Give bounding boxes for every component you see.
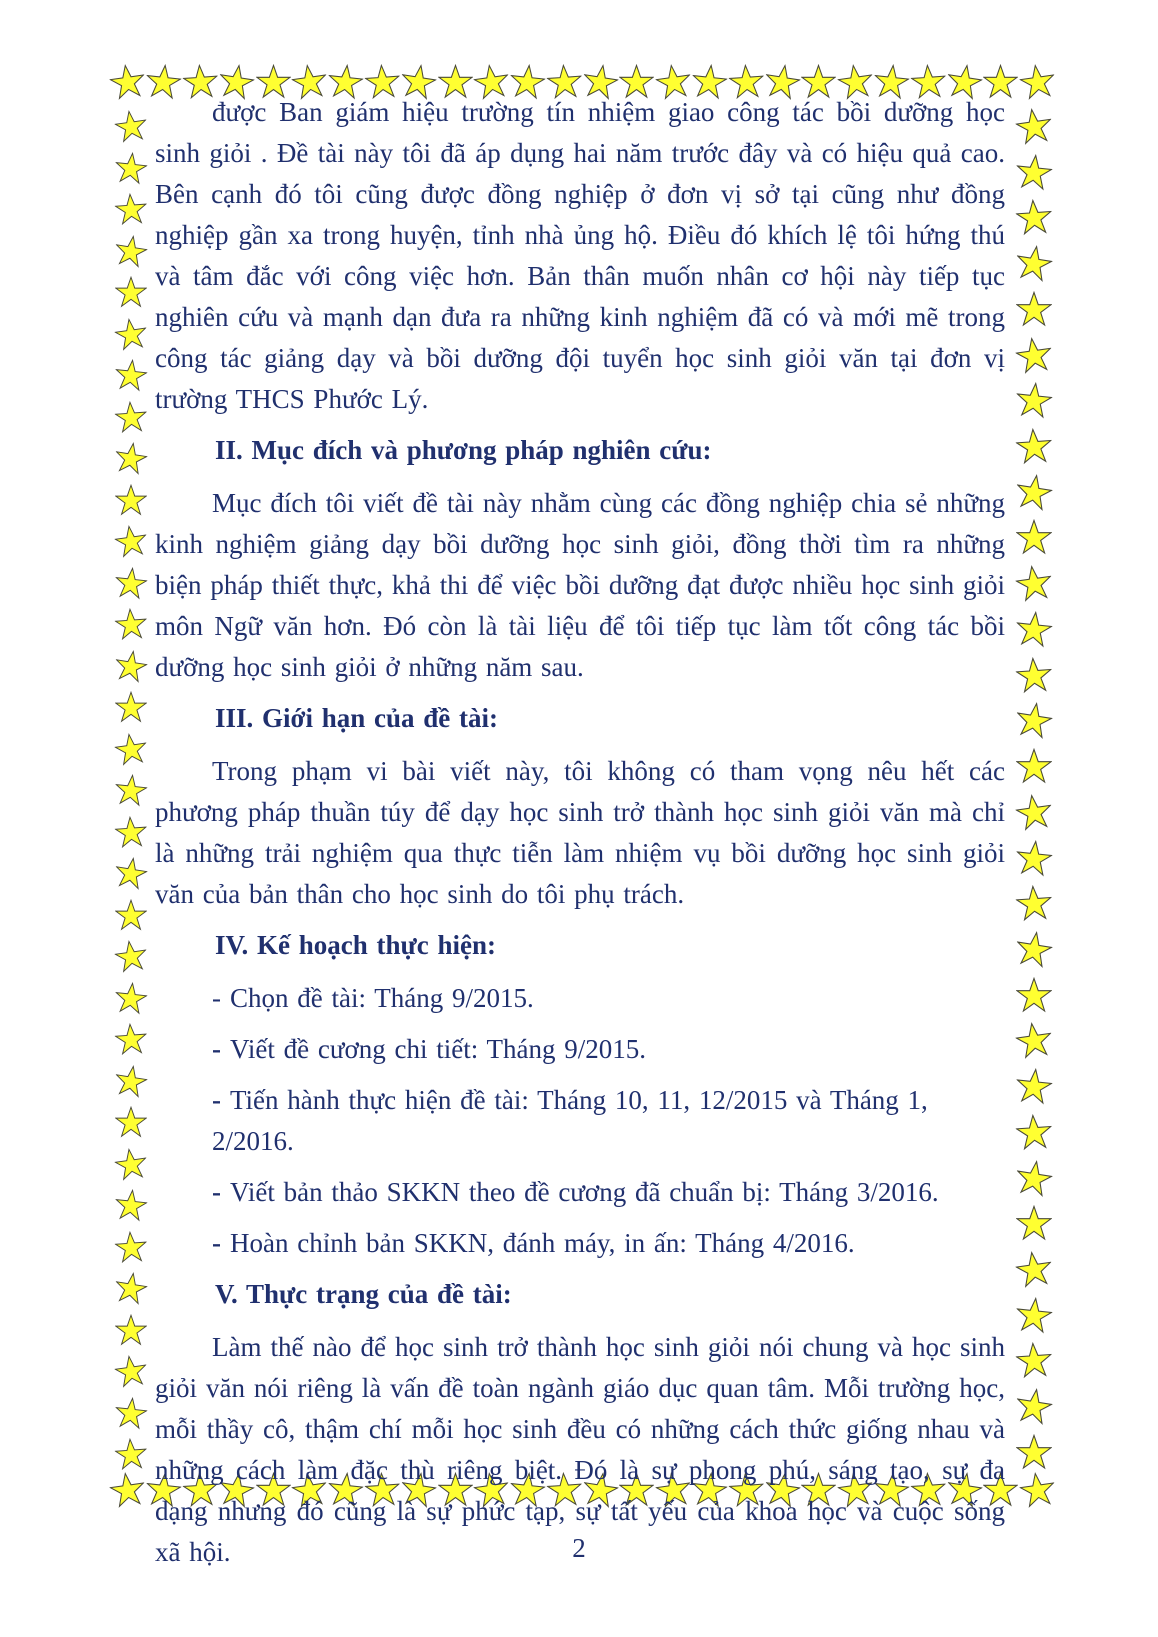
star-icon xyxy=(115,691,147,723)
plan-item xyxy=(212,1223,1005,1264)
star-icon xyxy=(1014,1295,1054,1335)
page-number: 2 xyxy=(572,1533,586,1563)
star-icon xyxy=(113,1229,147,1263)
star-icon xyxy=(1013,928,1054,969)
star-icon xyxy=(1014,838,1054,878)
star-icon xyxy=(1018,1470,1058,1510)
star-icon xyxy=(112,1353,148,1389)
plan-item xyxy=(212,1029,1005,1070)
star-icon xyxy=(1016,1205,1052,1241)
star-icon xyxy=(115,1106,147,1138)
star-icon xyxy=(112,440,149,477)
document-content xyxy=(155,0,1005,1573)
star-icon xyxy=(112,232,149,269)
star-icon xyxy=(115,1314,147,1346)
star-icon xyxy=(1014,1249,1055,1290)
star-icon xyxy=(115,484,147,516)
star-icon xyxy=(1013,700,1054,741)
list-dash: - xyxy=(212,1085,221,1115)
plan-item xyxy=(212,1080,1005,1162)
star-icon xyxy=(112,1270,149,1307)
star-icon xyxy=(112,1062,149,1099)
star-icon xyxy=(1014,563,1055,604)
star-icon xyxy=(1014,106,1055,147)
star-icon xyxy=(1016,291,1052,327)
star-icon xyxy=(113,1395,148,1430)
star-icon xyxy=(113,980,148,1015)
star-border-left xyxy=(112,110,149,1470)
star-icon xyxy=(112,108,148,144)
star-icon xyxy=(1014,381,1054,421)
plan-item xyxy=(212,1172,1005,1213)
star-icon xyxy=(1015,1341,1053,1379)
star-icon xyxy=(112,1145,148,1181)
star-icon xyxy=(112,647,149,684)
star-icon xyxy=(108,62,148,102)
plan-item-text: Viết bản thảo SKKN theo đề cương đã chuẩn bị: Tháng 3/2016. xyxy=(230,1177,939,1207)
star-icon xyxy=(113,814,147,848)
star-icon xyxy=(1013,1386,1054,1427)
star-icon xyxy=(113,150,148,185)
star-icon xyxy=(1016,519,1052,555)
star-icon xyxy=(1015,427,1053,465)
star-icon xyxy=(115,899,147,931)
star-icon xyxy=(1018,62,1058,102)
star-icon xyxy=(112,315,148,351)
star-icon xyxy=(113,192,147,226)
section-heading-scope: III. Giới hạn của đề tài: xyxy=(215,703,498,733)
star-icon xyxy=(112,730,148,766)
star-icon xyxy=(113,772,148,807)
plan-item-text: Hoàn chỉnh bản SKKN, đánh máy, in ấn: Tháng 4/2016. xyxy=(230,1228,855,1258)
star-icon xyxy=(112,855,149,892)
list-dash: - xyxy=(212,1177,221,1207)
star-icon xyxy=(113,607,147,641)
star-icon xyxy=(1015,198,1053,236)
plan-item xyxy=(212,978,1005,1019)
star-icon xyxy=(1013,243,1054,284)
star-icon xyxy=(1014,152,1054,192)
plan-item-text: Chọn đề tài: Tháng 9/2015. xyxy=(230,983,534,1013)
star-icon xyxy=(113,565,148,600)
list-dash: - xyxy=(212,1034,221,1064)
star-icon xyxy=(108,1470,148,1510)
star-icon xyxy=(1015,655,1053,693)
section-paragraph-purpose: Mục đích tôi viết đề tài này nhằm cùng các đồng nghiệp chia sẻ những kinh nghiệm giảng dạy bồi dưỡng học sinh giỏi, đồng thời tìm ra những biện pháp thiết thực, khả thi để việc bồi dưỡng đạt được nhiều học sinh giỏi môn Ngữ văn hơn. Đó còn là tài liệu để tôi tiếp tục làm tốt công tác bồi dưỡng học sinh giỏi ở những năm sau. xyxy=(155,488,1005,682)
star-icon xyxy=(1014,1020,1055,1061)
star-icon xyxy=(1014,334,1055,375)
star-icon xyxy=(1013,1157,1054,1198)
star-icon xyxy=(112,523,148,559)
star-icon xyxy=(1014,1066,1054,1106)
star-icon xyxy=(113,1187,148,1222)
plan-list xyxy=(155,978,1005,1264)
section-paragraph-scope: Trong phạm vi bài viết này, tôi không có tham vọng nêu hết các phương pháp thuần túy để dạy học sinh trở thành học sinh giỏi văn mà chỉ là những trải nghiệm qua thực tiễn làm nhiệm vụ bồi dưỡng học sinh giỏi văn của bản thân cho học sinh do tôi phụ trách. xyxy=(155,756,1005,909)
section-heading-purpose: II. Mục đích và phương pháp nghiên cứu: xyxy=(215,435,712,465)
star-icon xyxy=(1014,791,1055,832)
intro-paragraph: được Ban giám hiệu trường tín nhiệm giao công tác bồi dưỡng học sinh giỏi . Đề tài này tôi đã áp dụng hai năm trước đây và có hiệu quả cao. Bên cạnh đó tôi cũng được đồng nghiệp ở đơn vị sở tại cũng như đồng nghiệp gần xa trong huyện, tỉnh nhà ủng hộ. Điều đó khích lệ tôi hứng thú và tâm đắc với công việc hơn. Bản thân muốn nhân cơ hội này tiếp tục nghiên cứu và mạnh dạn đưa ra những kinh nghiệm đã có và mới mẽ trong công tác giảng dạy và bồi dưỡng đội tuyển học sinh giỏi văn tại đơn vị trường THCS Phước Lý. xyxy=(155,97,1005,414)
star-icon xyxy=(1016,977,1052,1013)
list-dash: - xyxy=(212,1228,221,1258)
list-dash: - xyxy=(212,983,221,1013)
star-icon xyxy=(1016,1434,1052,1470)
section-heading-plan: IV. Kế hoạch thực hiện: xyxy=(215,930,496,960)
star-icon xyxy=(1016,748,1052,784)
star-icon xyxy=(1014,609,1054,649)
star-icon xyxy=(115,276,147,308)
section-paragraph-status: Làm thế nào để học sinh trở thành học sinh giỏi nói chung và học sinh giỏi văn nói riêng là vấn đề toàn ngành giáo dục quan tâm. Mỗi trường học, mỗi thầy cô, thậm chí mỗi học sinh đều có những cách thức giống nhau và những cách làm đặc thù riêng biệt. Đó là sự phong phú, sáng tạo, sự đa dạng nhưng đó cũng là sự phức tạp, sự tất yếu của khoa học và cuộc sống xã hội. xyxy=(155,1332,1005,1567)
star-icon xyxy=(1015,1113,1053,1151)
star-icon xyxy=(1013,471,1054,512)
star-icon xyxy=(113,1022,147,1056)
plan-item-text: Viết đề cương chi tiết: Tháng 9/2015. xyxy=(230,1034,646,1064)
star-border-right xyxy=(1014,108,1054,1470)
star-icon xyxy=(1015,884,1053,922)
section-heading-status: V. Thực trạng của đề tài: xyxy=(215,1279,512,1309)
star-icon xyxy=(113,399,147,433)
star-icon xyxy=(113,357,148,392)
star-icon xyxy=(112,938,148,974)
plan-item-text: Tiến hành thực hiện đề tài: Tháng 10, 11, 12/2015 và Tháng 1, 2/2016. xyxy=(212,1085,928,1156)
star-icon xyxy=(113,1437,147,1471)
